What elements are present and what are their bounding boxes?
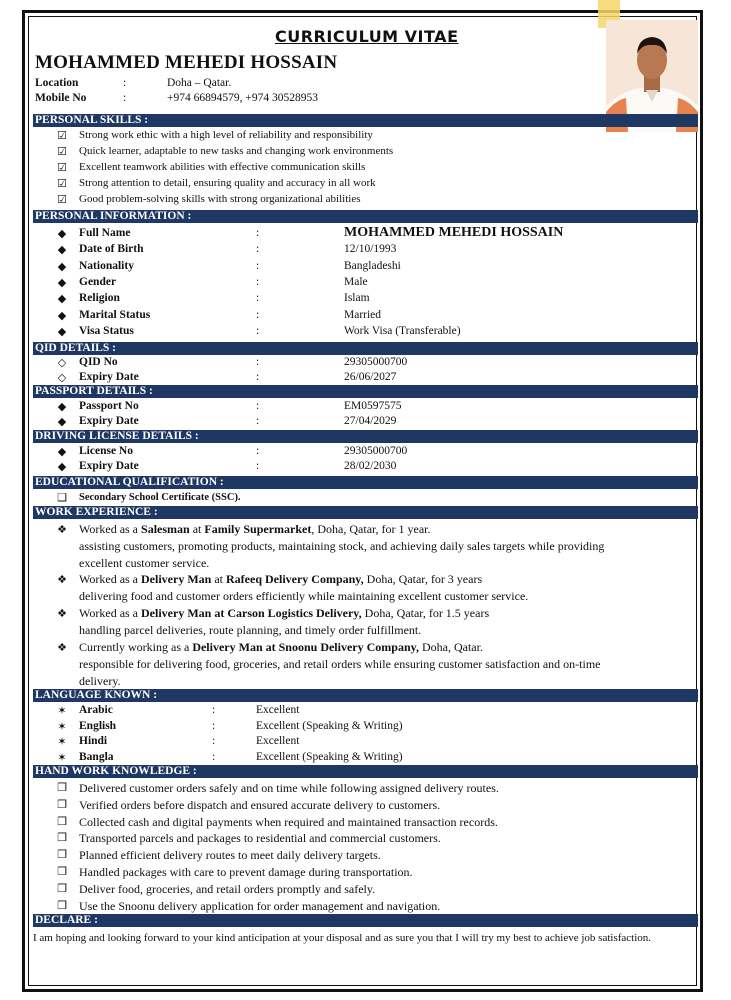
work-title-part: Doha, Qatar, for 3 years	[363, 572, 483, 586]
language-level: Excellent	[256, 704, 300, 716]
driving-colon: :	[256, 460, 260, 472]
work-title-part: Delivery Man at Snoonu Delivery Company,	[192, 640, 419, 654]
checkbox-checked-icon: ☑	[57, 178, 67, 190]
contact-label: Mobile No	[35, 92, 87, 104]
hand-work-item: Delivered customer orders safely and on time while following assigned delivery routes.	[79, 781, 499, 795]
work-title-part: Delivery Man at Carson Logistics Delivery,	[141, 606, 362, 620]
checkbox-checked-icon: ☑	[57, 194, 67, 206]
skill-item: Good problem-solving skills with strong organizational abilities	[79, 193, 361, 205]
work-title-line	[79, 640, 483, 655]
passport-colon: :	[256, 415, 260, 427]
info-colon: :	[256, 227, 260, 239]
info-value: Married	[344, 308, 382, 321]
skill-item: Strong attention to detail, ensuring quality and accuracy in all work	[79, 177, 376, 189]
passport-value: EM0597575	[344, 400, 402, 412]
diamond-bullet-icon: ◆	[57, 309, 67, 322]
language-name: English	[79, 719, 117, 732]
work-title-part: , Doha, Qatar, for 1 year.	[311, 522, 431, 536]
diamond-bullet-icon: ◆	[57, 461, 67, 473]
hand-work-item: Collected cash and digital payments when required and maintained transaction records.	[79, 814, 498, 829]
info-label: Religion	[79, 292, 120, 305]
passport-label: Expiry Date	[79, 415, 139, 427]
info-label: Date of Birth	[79, 243, 144, 256]
work-title-line	[79, 572, 482, 587]
info-value: Work Visa (Transferable)	[344, 324, 461, 337]
info-colon: :	[256, 243, 260, 256]
contact-colon: :	[123, 92, 127, 104]
checkbox-square-icon: ❒	[57, 782, 67, 794]
language-name: Bangla	[79, 750, 114, 763]
work-description: responsible for delivering food, groceries, and retail orders while ensuring customer satisfaction and on-time	[79, 657, 601, 671]
skill-item: Excellent teamwork abilities with effective communication skills	[79, 161, 366, 173]
section-header-personal-skills: PERSONAL SKILLS :	[33, 114, 698, 127]
work-description: handling parcel deliveries, route planning, and timely order fulfillment.	[79, 623, 422, 637]
work-title-part: Worked as a	[79, 522, 142, 536]
diamond-bullet-icon: ◆	[57, 293, 67, 306]
info-value: 12/10/1993	[344, 243, 397, 256]
checkbox-square-icon: ❒	[57, 849, 67, 862]
cv-title: CURRICULUM VITAE	[275, 27, 459, 46]
section-header-declare: DECLARE :	[33, 914, 698, 927]
declaration-text: I am hoping and looking forward to your kind anticipation at your disposal and as sure you that I will try my best to achieve job satisfaction.	[33, 932, 652, 944]
work-description: delivery.	[79, 674, 121, 688]
checkbox-square-icon: ❑	[57, 492, 67, 504]
section-header-language-known: LANGUAGE KNOWN :	[33, 689, 698, 702]
driving-colon: :	[256, 445, 260, 457]
info-colon: :	[256, 308, 260, 321]
contact-value: +974 66894579, +974 30528953	[167, 92, 318, 104]
skill-item: Quick learner, adaptable to new tasks and changing work environments	[79, 145, 394, 157]
checkbox-square-icon: ❒	[57, 882, 67, 895]
work-title-part: Rafeeq Delivery Company,	[226, 572, 364, 586]
info-value: Islam	[344, 292, 370, 305]
work-description: excellent customer service.	[79, 556, 210, 570]
work-title-part: Worked as a	[79, 606, 142, 620]
checkbox-checked-icon: ☑	[57, 162, 67, 174]
diamond-outline-bullet-icon: ◇	[57, 372, 67, 384]
info-colon: :	[256, 324, 260, 337]
diamond-bullet-icon: ◆	[57, 401, 67, 413]
qid-value: 29305000700	[344, 356, 408, 368]
info-label: Marital Status	[79, 308, 151, 321]
diamond-star-bullet-icon: ❖	[57, 608, 67, 620]
info-label: Gender	[79, 275, 117, 288]
info-colon: :	[256, 275, 260, 288]
work-title-part: Salesman	[141, 522, 190, 536]
language-name: Arabic	[79, 704, 113, 716]
checkbox-checked-icon: ☑	[57, 146, 67, 158]
work-title-part: Worked as a	[79, 572, 142, 586]
diamond-bullet-icon: ◆	[57, 228, 67, 240]
hand-work-item: Deliver food, groceries, and retail orders promptly and safely.	[79, 881, 376, 896]
work-title-part: Doha, Qatar.	[418, 640, 483, 654]
work-title-part: at	[189, 522, 205, 536]
work-description: assisting customers, promoting products, maintaining stock, and achieving daily sales targets while providing	[79, 539, 605, 553]
language-colon: :	[212, 750, 216, 763]
hand-work-item: Use the Snoonu delivery application for order management and navigation.	[79, 898, 441, 913]
diamond-bullet-icon: ◆	[57, 325, 67, 338]
qid-label: Expiry Date	[79, 371, 139, 383]
section-header-qid-details: QID DETAILS :	[33, 342, 698, 355]
diamond-bullet-icon: ◆	[57, 260, 67, 273]
diamond-bullet-icon: ◆	[57, 446, 67, 458]
asterisk-bullet-icon: ✶	[57, 751, 67, 764]
info-label: Nationality	[79, 259, 134, 272]
work-title-part: Delivery Man	[141, 572, 212, 586]
language-colon: :	[212, 719, 216, 732]
qid-label: QID No	[79, 356, 118, 368]
diamond-outline-bullet-icon: ◇	[57, 357, 67, 369]
language-level: Excellent (Speaking & Writing)	[256, 750, 403, 763]
hand-work-item: Handled packages with care to prevent damage during transportation.	[79, 865, 413, 879]
contact-label: Location	[35, 77, 79, 89]
checkbox-square-icon: ❒	[57, 832, 67, 845]
checkbox-square-icon: ❒	[57, 798, 67, 811]
work-title-part: Family Supermarket	[204, 522, 312, 536]
work-description: delivering food and customer orders efficiently while maintaining excellent customer service.	[79, 589, 529, 603]
language-level: Excellent (Speaking & Writing)	[256, 719, 403, 732]
hand-work-item: Transported parcels and packages to residential and commercial customers.	[79, 831, 441, 846]
diamond-bullet-icon: ◆	[57, 244, 67, 257]
work-title-part: Currently working as a	[79, 640, 193, 654]
qid-colon: :	[256, 356, 260, 368]
language-colon: :	[212, 735, 216, 747]
section-header-work-experience: WORK EXPERIENCE :	[33, 506, 698, 519]
driving-value: 29305000700	[344, 445, 408, 457]
education-item: Secondary School Certificate (SSC).	[79, 492, 241, 503]
info-colon: :	[256, 292, 260, 305]
info-label: Visa Status	[79, 324, 134, 337]
diamond-star-bullet-icon: ❖	[57, 524, 67, 536]
contact-value: Doha – Qatar.	[167, 77, 232, 89]
hand-work-item: Verified orders before dispatch and ensured accurate delivery to customers.	[79, 797, 441, 812]
driving-value: 28/02/2030	[344, 460, 397, 472]
hand-work-item: Planned efficient delivery routes to meet daily delivery targets.	[79, 848, 381, 863]
info-value: MOHAMMED MEHEDI HOSSAIN	[344, 225, 564, 240]
section-header-driving-license: DRIVING LICENSE DETAILS :	[33, 430, 698, 443]
passport-label: Passport No	[79, 400, 139, 412]
checkbox-square-icon: ❒	[57, 815, 67, 828]
info-label: Full Name	[79, 227, 131, 239]
diamond-star-bullet-icon: ❖	[57, 574, 67, 586]
section-header-personal-information: PERSONAL INFORMATION :	[33, 210, 698, 223]
candidate-name: MOHAMMED MEHEDI HOSSAIN	[35, 52, 338, 73]
work-title-part: at	[211, 572, 226, 586]
info-value: Bangladeshi	[344, 259, 401, 272]
asterisk-bullet-icon: ✶	[57, 720, 67, 733]
diamond-star-bullet-icon: ❖	[57, 642, 67, 654]
work-title-line	[79, 522, 431, 537]
contact-colon: :	[123, 77, 127, 89]
language-level: Excellent	[256, 735, 300, 747]
info-colon: :	[256, 259, 260, 272]
qid-colon: :	[256, 371, 260, 383]
language-colon: :	[212, 704, 216, 716]
checkbox-square-icon: ❒	[57, 899, 67, 912]
section-header-education: EDUCATIONAL QUALIFICATION :	[33, 476, 698, 489]
section-header-hand-work-knowledge: HAND WORK KNOWLEDGE :	[33, 765, 698, 778]
asterisk-bullet-icon: ✶	[57, 705, 67, 717]
language-name: Hindi	[79, 735, 108, 747]
checkbox-square-icon: ❒	[57, 866, 67, 878]
section-header-passport-details: PASSPORT DETAILS :	[33, 385, 698, 398]
passport-colon: :	[256, 400, 260, 412]
work-title-line	[79, 606, 489, 621]
diamond-bullet-icon: ◆	[57, 276, 67, 289]
info-value: Male	[344, 275, 368, 288]
skill-item: Strong work ethic with a high level of reliability and responsibility	[79, 129, 373, 141]
driving-label: License No	[79, 445, 133, 457]
asterisk-bullet-icon: ✶	[57, 736, 67, 748]
work-title-part: Doha, Qatar, for 1.5 years	[361, 606, 490, 620]
passport-value: 27/04/2029	[344, 415, 397, 427]
driving-label: Expiry Date	[79, 460, 139, 472]
diamond-bullet-icon: ◆	[57, 416, 67, 428]
checkbox-checked-icon: ☑	[57, 130, 67, 142]
qid-value: 26/06/2027	[344, 371, 397, 383]
